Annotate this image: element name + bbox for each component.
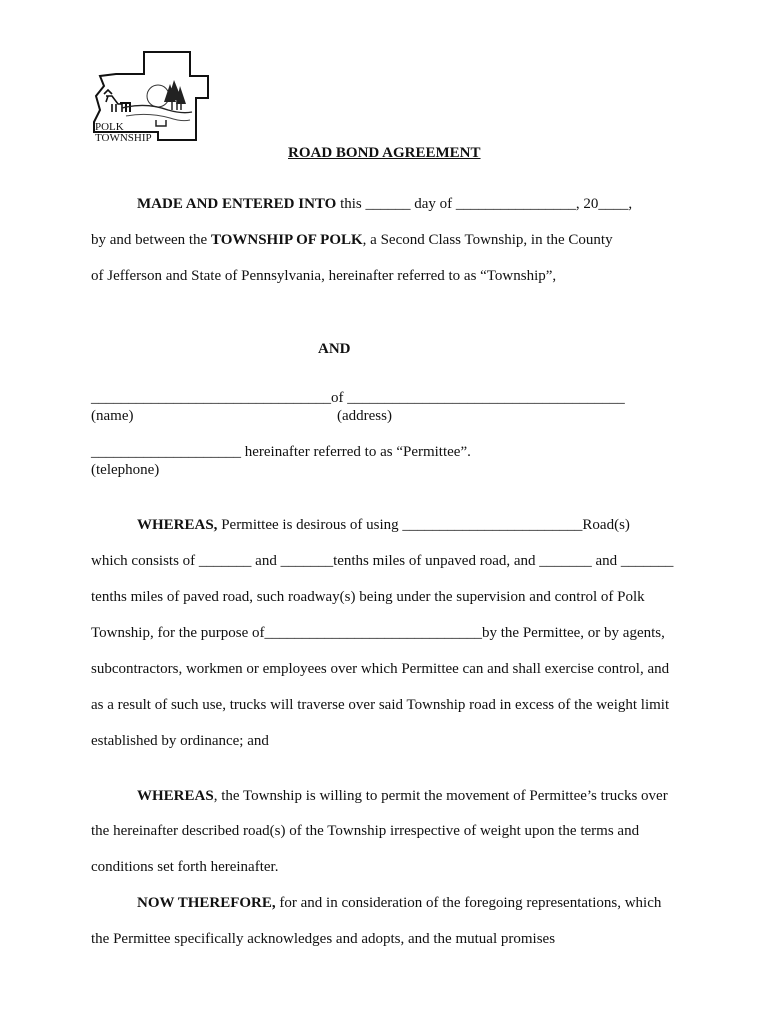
telephone-blank: ____________________ hereinafter referred to as “Permittee”. bbox=[91, 444, 471, 460]
now-therefore-rest: for and in consideration of the foregoing representations, which bbox=[275, 895, 662, 911]
township-logo bbox=[86, 46, 216, 146]
paragraph-line: the hereinafter described road(s) of the Township irrespective of weight upon the terms and bbox=[91, 823, 640, 839]
paragraph-line: Township, for the purpose of_____________________________by the Permittee, or by agents, bbox=[91, 625, 665, 641]
made-entered-rest: this ______ day of ________________, 20____, bbox=[336, 196, 633, 212]
made-entered-bold: MADE AND ENTERED INTO bbox=[137, 196, 337, 212]
now-therefore-bold: NOW THEREFORE, bbox=[137, 895, 276, 911]
name-address-blank: ________________________________of _____________________________________ bbox=[91, 390, 625, 406]
whereas-second-line bbox=[137, 788, 668, 805]
telephone-label: (telephone) bbox=[91, 462, 160, 478]
name-label: (name) bbox=[91, 408, 134, 424]
township-of-polk: TOWNSHIP OF POLK bbox=[210, 232, 363, 248]
whereas-second-bold: WHEREAS bbox=[137, 788, 214, 804]
paragraph-line: the Permittee specifically acknowledges and adopts, and the mutual promises bbox=[91, 931, 556, 947]
paragraph-line: established by ordinance; and bbox=[91, 733, 269, 749]
paragraph-line: subcontractors, workmen or employees over which Permittee can and shall exercise control, and bbox=[91, 661, 670, 677]
document-title: ROAD BOND AGREEMENT bbox=[288, 145, 481, 161]
and-heading: AND bbox=[318, 341, 351, 357]
between-post: , a Second Class Township, in the County bbox=[362, 232, 613, 248]
whereas-first-line bbox=[137, 517, 630, 534]
now-therefore-line bbox=[137, 895, 661, 912]
between-pre: by and between the bbox=[91, 232, 211, 248]
paragraph-line: as a result of such use, trucks will traverse over said Township road in excess of the weight limit bbox=[91, 697, 670, 713]
between-line bbox=[91, 232, 613, 249]
logo-text-township: TOWNSHIP bbox=[95, 132, 152, 144]
paragraph-line: which consists of _______ and _______tenths miles of unpaved road, and _______ and _______ bbox=[91, 553, 674, 569]
paragraph-line: tenths miles of paved road, such roadway(s) being under the supervision and control of Polk bbox=[91, 589, 645, 605]
jefferson-line: of Jefferson and State of Pennsylvania, hereinafter referred to as “Township”, bbox=[91, 268, 557, 284]
paragraph-line: conditions set forth hereinafter. bbox=[91, 859, 279, 875]
address-label: (address) bbox=[337, 408, 392, 424]
whereas-bold: WHEREAS, bbox=[137, 517, 218, 533]
logo-text-polk: POLK bbox=[95, 121, 124, 133]
whereas-second-rest: , the Township is willing to permit the movement of Permittee’s trucks over bbox=[213, 788, 668, 804]
township-map-icon bbox=[86, 46, 216, 146]
made-entered-line bbox=[137, 196, 632, 213]
whereas-first-rest: Permittee is desirous of using ________________________Road(s) bbox=[217, 517, 630, 533]
